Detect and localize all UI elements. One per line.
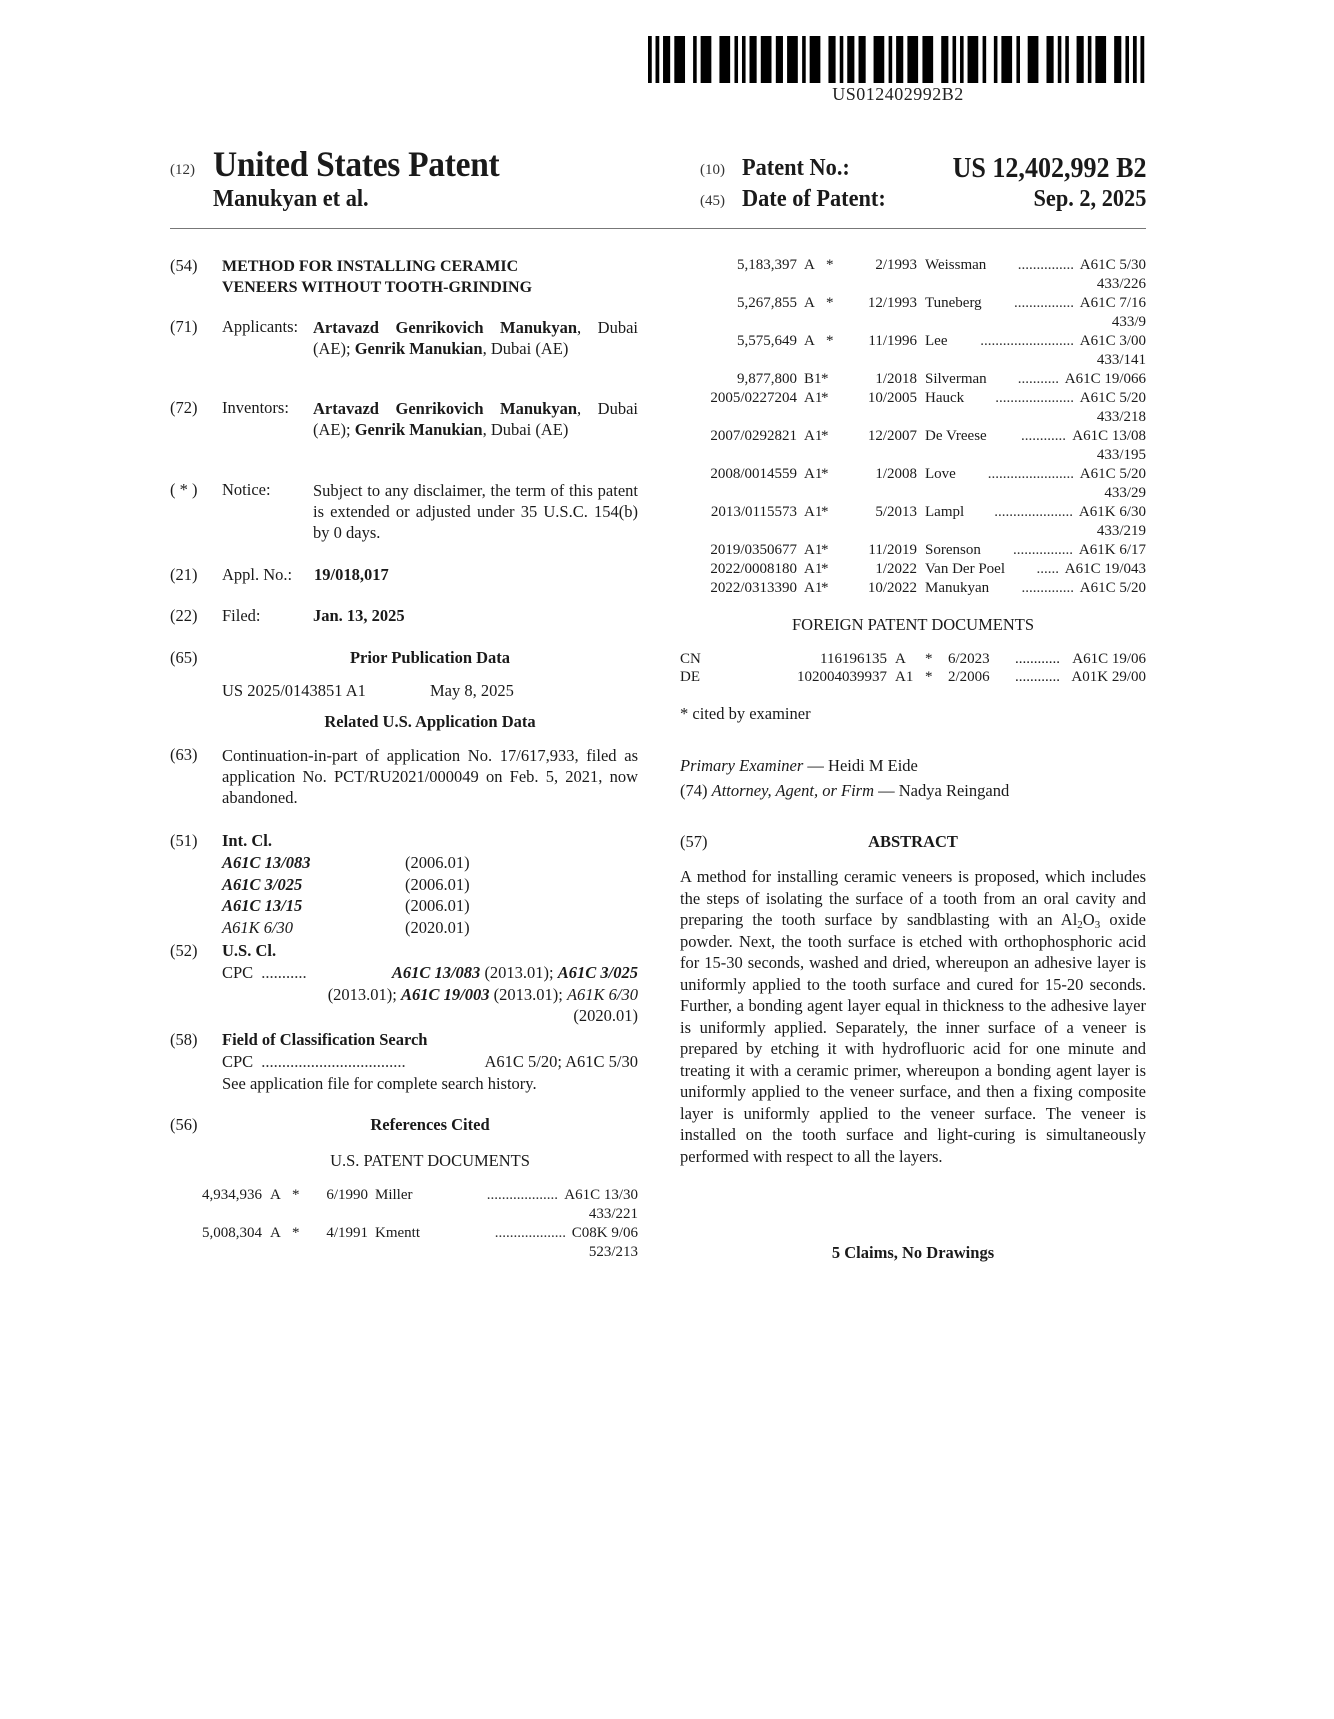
inventors-value: Artavazd Genrikovich Manukyan, Dubai (AE); Genrik Manukian, Dubai (AE)	[313, 399, 638, 439]
ref-inventor: Sorenson	[925, 542, 981, 558]
inventor-1-location: Dubai (AE)	[313, 399, 638, 439]
ref-leader-dots: ............	[1021, 428, 1066, 444]
code-45: (45)	[700, 193, 725, 209]
barcode-bar	[1088, 36, 1092, 83]
applicant-2-name: Genrik Manukian	[354, 339, 483, 358]
foreign-country: DE	[680, 669, 700, 685]
document-type: United States Patent	[213, 144, 500, 184]
ref-date: 1/2018	[875, 371, 917, 387]
claims-summary: 5 Claims, No Drawings	[831, 1243, 995, 1262]
ref-star: *	[292, 1225, 300, 1241]
ref-leader-dots: ................	[1013, 542, 1073, 558]
ref-inventor: Kmentt	[375, 1225, 420, 1241]
foreign-reference-row	[680, 650, 1146, 669]
us-cl-cpc-label: CPC	[222, 963, 254, 982]
ref-date: 12/2007	[867, 428, 917, 444]
int-cl-class: A61K 6/30	[222, 917, 294, 937]
ref-date: 4/1991	[326, 1225, 368, 1241]
ref-kind: A1	[804, 561, 823, 577]
ref-number: 5,008,304	[202, 1225, 262, 1241]
ref-us-class: 433/29	[1104, 485, 1146, 501]
us-cl-heading: U.S. Cl.	[222, 941, 277, 960]
us-cl-ver-4: (2020.01)	[573, 1006, 638, 1025]
ref-class: A61C 7/16	[1079, 295, 1146, 311]
ref-class: A61K 6/17	[1078, 542, 1146, 558]
ref-inventor: Tuneberg	[925, 295, 982, 311]
ref-inventor: Love	[925, 466, 956, 482]
code-21: (21)	[170, 565, 198, 584]
barcode-bar	[742, 36, 746, 83]
code-74: (74)	[680, 781, 708, 800]
barcode-bar	[896, 36, 903, 83]
barcode-bar	[983, 36, 987, 83]
ref-class: A61C 13/30	[564, 1187, 638, 1203]
ref-kind: A	[804, 295, 815, 311]
reference-row	[680, 256, 1146, 275]
int-cl-class: A61C 3/025	[222, 874, 303, 894]
barcode-bar	[960, 36, 964, 83]
inventors-label: Inventors:	[222, 398, 289, 417]
ref-star: *	[821, 542, 829, 558]
code-22: (22)	[170, 606, 198, 625]
int-cl-class: A61C 13/083	[222, 853, 311, 872]
int-cl-row	[222, 917, 522, 939]
barcode-bar	[994, 36, 998, 83]
barcode-number: US012402992B2	[832, 84, 964, 104]
abstract-heading: ABSTRACT	[868, 832, 958, 851]
ref-leader-dots: ......	[1036, 561, 1059, 577]
ref-star: *	[821, 561, 829, 577]
barcode-bar	[1028, 36, 1039, 83]
attorney-name: — Nadya Reingand	[878, 781, 1010, 800]
ref-class: A61C 19/066	[1064, 371, 1146, 387]
barcode-bar	[859, 36, 866, 83]
ref-inventor: Manukyan	[925, 580, 990, 596]
ref-date: 5/2013	[875, 504, 917, 520]
reference-row	[680, 560, 1146, 579]
barcode-bar	[674, 36, 685, 83]
ref-us-class: 433/195	[1096, 447, 1146, 463]
barcode-bar	[810, 36, 821, 83]
ref-date: 12/1993	[867, 295, 917, 311]
field-search-body	[222, 1051, 638, 1094]
foreign-date: 2/2006	[948, 669, 990, 685]
barcode-bar	[701, 36, 712, 83]
barcode-bar	[828, 36, 835, 83]
barcode-bar	[719, 36, 730, 83]
formula-sub-3: 3	[1094, 919, 1101, 931]
barcode-bar	[1058, 36, 1062, 83]
applicant-1-location: Dubai (AE)	[313, 318, 638, 358]
date-label: Date of Patent:	[742, 186, 886, 212]
field-search-cpc-label: CPC	[222, 1052, 254, 1071]
code-72: (72)	[170, 398, 198, 417]
foreign-star: *	[925, 651, 933, 667]
ref-number: 2022/0313390	[710, 580, 797, 596]
applicant-2-location: Dubai (AE)	[490, 339, 569, 358]
foreign-star: *	[925, 669, 933, 685]
ref-leader-dots: ...................	[486, 1187, 558, 1203]
barcode-bar	[663, 36, 670, 83]
ref-us-class: 433/221	[588, 1206, 638, 1222]
barcode-icon	[648, 36, 1148, 83]
ref-us-class: 523/213	[588, 1244, 638, 1260]
ref-inventor: De Vreese	[925, 428, 987, 444]
patent-date: Sep. 2, 2025	[1033, 186, 1146, 212]
ref-kind: A1	[804, 542, 823, 558]
prior-pub-heading: Prior Publication Data	[349, 648, 511, 667]
reference-row	[680, 503, 1146, 522]
code-63: (63)	[170, 745, 198, 764]
inventor-2-name: Genrik Manukian	[354, 420, 483, 439]
int-cl-version: (2006.01)	[405, 853, 470, 872]
appl-no-label: Appl. No.:	[222, 565, 293, 584]
ref-class: A61C 19/043	[1064, 561, 1146, 577]
barcode-bar	[802, 36, 806, 83]
ref-date: 11/1996	[868, 333, 917, 349]
reference-row	[680, 332, 1146, 351]
code-54: (54)	[170, 256, 198, 275]
barcode-bar	[1077, 36, 1084, 83]
inventor-1-name: Artavazd Genrikovich Manukyan	[313, 399, 578, 418]
foreign-class: A01K 29/00	[1071, 669, 1146, 685]
barcode-bar	[922, 36, 933, 83]
invention-title	[222, 256, 532, 298]
title-line-1: METHOD FOR INSTALLING CERAMIC	[222, 258, 519, 275]
ref-inventor: Silverman	[925, 371, 987, 387]
barcode-bar	[1001, 36, 1012, 83]
ref-leader-dots: .......................	[987, 466, 1074, 482]
barcode-bar	[693, 36, 697, 83]
barcode-bar	[941, 36, 948, 83]
int-cl-class: A61C 13/15	[222, 896, 303, 915]
ref-kind: A1	[804, 580, 823, 596]
code-12: (12)	[170, 162, 195, 178]
ref-leader-dots: ..............	[1021, 580, 1074, 596]
code-51: (51)	[170, 831, 198, 850]
ref-class: A61C 5/20	[1079, 466, 1146, 482]
related-heading: Related U.S. Application Data	[324, 712, 536, 731]
ref-date: 10/2022	[867, 580, 917, 596]
us-cl-class-1: A61C 13/083	[391, 963, 481, 982]
code-notice: ( * )	[170, 480, 198, 499]
header-divider	[170, 228, 1146, 229]
ref-date: 11/2019	[868, 542, 917, 558]
ref-number: 2005/0227204	[710, 390, 797, 406]
ref-number: 5,575,649	[737, 333, 797, 349]
barcode-bar	[1114, 36, 1121, 83]
ref-star: *	[821, 371, 829, 387]
us-cl-cpc	[222, 962, 638, 1027]
ref-class: A61C 3/00	[1079, 333, 1146, 349]
barcode-bar	[1016, 36, 1020, 83]
formula-o: O	[1082, 910, 1095, 929]
int-cl-list	[222, 852, 522, 938]
barcode-bar	[847, 36, 854, 83]
ref-inventor: Van Der Poel	[925, 561, 1005, 577]
appl-no-value: 19/018,017	[314, 565, 389, 584]
reference-row	[680, 541, 1146, 560]
field-search-heading: Field of Classification Search	[222, 1030, 428, 1049]
ref-class: A61K 6/30	[1078, 504, 1146, 520]
code-52: (52)	[170, 941, 198, 960]
ref-class: A61C 5/20	[1079, 580, 1146, 596]
code-57: (57)	[680, 832, 708, 851]
ref-kind: A	[804, 257, 815, 273]
ref-number: 9,877,800	[737, 371, 797, 387]
field-search-note: See application file for complete search history.	[222, 1073, 537, 1093]
ref-leader-dots: .....................	[995, 390, 1074, 406]
code-58: (58)	[170, 1030, 198, 1049]
applicants-value: Artavazd Genrikovich Manukyan, Dubai (AE); Genrik Manukian, Dubai (AE)	[313, 318, 638, 358]
applicant-1-name: Artavazd Genrikovich Manukyan	[313, 318, 578, 337]
notice-label: Notice:	[222, 480, 271, 499]
examiner-label: Primary Examiner	[680, 756, 804, 775]
barcode-bar	[907, 36, 918, 83]
ref-star: *	[292, 1187, 300, 1203]
code-56: (56)	[170, 1115, 198, 1134]
prior-pub-date: May 8, 2025	[430, 681, 514, 700]
int-cl-version: (2006.01)	[405, 874, 470, 894]
foreign-number: 102004039937	[797, 669, 887, 685]
foreign-kind: A1	[895, 669, 914, 685]
ref-kind: A	[270, 1187, 281, 1203]
barcode-bar	[648, 36, 652, 83]
ref-date: 1/2022	[875, 561, 917, 577]
us-cl-class-4: A61K 6/30	[566, 984, 638, 1004]
ref-date: 2/1993	[875, 257, 917, 273]
ref-us-class: 433/9	[1111, 314, 1146, 330]
int-cl-version: (2020.01)	[405, 917, 470, 937]
barcode-bar	[1125, 36, 1129, 83]
ref-date: 6/1990	[326, 1187, 368, 1203]
int-cl-row	[222, 874, 522, 896]
ref-kind: A1	[804, 428, 823, 444]
refs-heading: References Cited	[370, 1115, 490, 1134]
us-cl-dots: ...........	[261, 963, 307, 982]
reference-row	[200, 1224, 638, 1243]
barcode-bar	[1133, 36, 1137, 83]
barcode-bar	[776, 36, 783, 83]
ref-leader-dots: ................	[1014, 295, 1074, 311]
reference-row	[680, 370, 1146, 389]
filed-value: Jan. 13, 2025	[313, 606, 405, 625]
ref-number: 2013/0115573	[710, 504, 797, 520]
foreign-date: 6/2023	[948, 651, 990, 667]
barcode-bar	[889, 36, 893, 83]
ref-star: *	[821, 466, 829, 482]
reference-row	[680, 294, 1146, 313]
barcode-bar	[968, 36, 979, 83]
us-patent-docs-heading: U.S. PATENT DOCUMENTS	[330, 1151, 530, 1170]
applicants-label: Applicants:	[222, 317, 299, 336]
reference-row	[680, 579, 1146, 598]
code-65: (65)	[170, 648, 198, 667]
barcode-bar	[840, 36, 844, 83]
filed-label: Filed:	[222, 606, 261, 625]
ref-class: A61C 5/30	[1079, 257, 1146, 273]
abstract-part-2: oxide powder. Next, the tooth surface is etched with orthophosphoric acid for 15-30 seconds, washed and dried, whereupon an adhesive layer is uniformly applied to the tooth surface and cured for 15-20 seconds. Further, a bonding agent layer equal in thickness to the adhesive layer is uniformly applied. Separately, the inner surface of a veneer is prepared by etching it with hydrofluoric acid for one minute and treating it with a ceramic primer, whereupon a bonding agent layer is uniformly applied to the veneer surface, and then a fixing composite layer is uniformly applied to the veneer surface. The veneer is installed on the tooth surface and light-curing is simultaneously performed with respect to all the layers.	[680, 910, 1146, 1166]
ref-kind: A	[270, 1225, 281, 1241]
field-search-value: A61C 5/20; A61C 5/30	[484, 1052, 638, 1071]
abstract-part-1: A method for installing ceramic veneers is proposed, which includes the steps of isolating the surface of a tooth from an oral cavity and preparing the tooth surface by sandblasting with an	[680, 867, 1146, 929]
foreign-leader-dots: ............	[1015, 651, 1060, 667]
us-cl-class-3: A61C 19/003	[401, 984, 490, 1004]
barcode-bar	[1140, 36, 1144, 83]
examiner-name: — Heidi M Eide	[807, 756, 918, 775]
field-search-dots: ...................................	[261, 1052, 406, 1071]
ref-number: 4,934,936	[202, 1187, 262, 1203]
barcode-bar	[734, 36, 738, 83]
ref-us-class: 433/218	[1096, 409, 1146, 425]
ref-inventor: Weissman	[925, 257, 987, 273]
foreign-docs-heading: FOREIGN PATENT DOCUMENTS	[791, 615, 1035, 634]
notice-text: Subject to any disclaimer, the term of this patent is extended or adjusted under 35 U.S.C. 154(b) by 0 days.	[313, 481, 638, 542]
foreign-kind: A	[895, 651, 906, 667]
reference-row	[680, 427, 1146, 446]
ref-star: *	[821, 580, 829, 596]
primary-examiner	[680, 756, 918, 776]
ref-date: 1/2008	[875, 466, 917, 482]
ref-kind: A1	[804, 504, 823, 520]
patent-number: US 12,402,992 B2	[952, 153, 1146, 184]
reference-row	[200, 1186, 638, 1205]
barcode-bar	[787, 36, 798, 83]
foreign-number: 116196135	[820, 651, 887, 667]
ref-leader-dots: .........................	[980, 333, 1074, 349]
barcode-bar	[656, 36, 660, 83]
code-10: (10)	[700, 162, 725, 178]
us-cl-ver-2: (2013.01);	[327, 984, 397, 1004]
ref-inventor: Lee	[925, 333, 948, 349]
patent-no-label: Patent No.:	[742, 155, 850, 181]
ref-leader-dots: .....................	[994, 504, 1073, 520]
ref-class: C08K 9/06	[571, 1225, 638, 1241]
int-cl-version: (2006.01)	[405, 896, 470, 915]
ref-inventor: Miller	[375, 1187, 413, 1203]
ref-leader-dots: ...................	[494, 1225, 566, 1241]
prior-pub-number: US 2025/0143851 A1	[222, 681, 366, 700]
ref-number: 2019/0350677	[710, 542, 797, 558]
ref-number: 5,267,855	[737, 295, 797, 311]
formula-al: Al	[1060, 910, 1078, 929]
ref-star: *	[826, 333, 834, 349]
barcode-bar	[1095, 36, 1106, 83]
barcode-bar	[750, 36, 757, 83]
foreign-reference-row	[680, 668, 1146, 687]
ref-star: *	[826, 295, 834, 311]
ref-star: *	[821, 504, 829, 520]
title-line-2: VENEERS WITHOUT TOOTH-GRINDING	[222, 279, 533, 296]
ref-date: 10/2005	[867, 390, 917, 406]
related-text: Continuation-in-part of application No. 17/617,933, filed as application No. PCT/RU2021/000049 on Feb. 5, 2021, now abandoned.	[222, 746, 638, 807]
cited-note: * cited by examiner	[680, 704, 811, 723]
inventor-2-location: Dubai (AE)	[490, 420, 569, 439]
ref-kind: A	[804, 333, 815, 349]
attorney-label: Attorney, Agent, or Firm	[711, 781, 875, 800]
ref-class: A61C 5/20	[1079, 390, 1146, 406]
attorney	[680, 781, 1009, 801]
foreign-leader-dots: ............	[1015, 669, 1060, 685]
int-cl-heading: Int. Cl.	[222, 831, 272, 850]
us-cl-ver-1: (2013.01);	[484, 963, 554, 982]
int-cl-row	[222, 852, 522, 874]
ref-kind: A1	[804, 390, 823, 406]
ref-class: A61C 13/08	[1072, 428, 1146, 444]
us-cl-ver-3: (2013.01);	[493, 984, 563, 1004]
ref-us-class: 433/219	[1096, 523, 1146, 539]
applicant-short: Manukyan et al.	[213, 186, 369, 212]
ref-kind: B1	[804, 371, 822, 387]
ref-star: *	[821, 428, 829, 444]
ref-inventor: Hauck	[925, 390, 965, 406]
barcode-bar	[1046, 36, 1053, 83]
ref-number: 2022/0008180	[710, 561, 797, 577]
formula-sub-2: 2	[1077, 919, 1083, 931]
barcode-bar	[761, 36, 772, 83]
ref-number: 5,183,397	[737, 257, 797, 273]
barcode-bar	[953, 36, 957, 83]
ref-number: 2008/0014559	[710, 466, 797, 482]
foreign-class: A61C 19/06	[1072, 651, 1146, 667]
reference-row	[680, 389, 1146, 408]
ref-number: 2007/0292821	[710, 428, 797, 444]
ref-us-class: 433/141	[1096, 352, 1146, 368]
ref-us-class: 433/226	[1096, 276, 1146, 292]
formula-al2o3	[1061, 910, 1100, 929]
ref-leader-dots: ...........	[1017, 371, 1059, 387]
reference-row	[680, 465, 1146, 484]
barcode-bar	[1065, 36, 1069, 83]
ref-kind: A1	[804, 466, 823, 482]
code-71: (71)	[170, 317, 198, 336]
ref-star: *	[826, 257, 834, 273]
foreign-country: CN	[680, 651, 701, 667]
abstract-text	[680, 866, 1146, 1167]
int-cl-row	[222, 895, 522, 917]
us-cl-class-2: A61C 3/025	[557, 963, 638, 982]
ref-inventor: Lampl	[925, 504, 965, 520]
ref-leader-dots: ...............	[1017, 257, 1074, 273]
ref-star: *	[821, 390, 829, 406]
barcode-bar	[874, 36, 885, 83]
